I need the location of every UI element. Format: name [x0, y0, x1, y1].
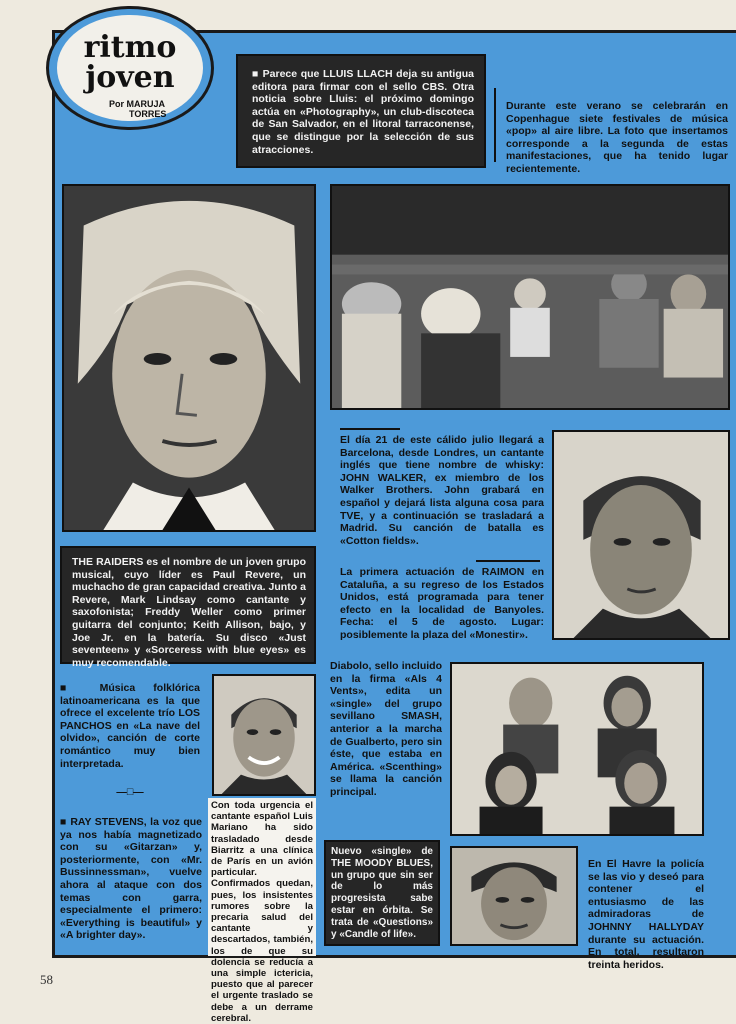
- article-raimon: La primera actuación de RAIMON en Cataluña, a su regreso de los Estados Unidos, está programada para tener efecto en la localidad de Banyoles. Fecha: el 5 de agosto. Lugar: posiblemente la plaza del «Monestir».: [340, 566, 544, 641]
- section-logo: [46, 6, 214, 130]
- photo-festival-crowd: [330, 184, 730, 410]
- pointer-arrow: [494, 88, 496, 162]
- pointer-arrow: [340, 428, 400, 430]
- pointer-arrow: [476, 560, 540, 562]
- photo-moody-blues-group: [450, 662, 704, 836]
- article-stevens: ■ RAY STEVENS, la voz que ya nos había magnetizado con su «Gitarzan» y, posteriormente, con «Mr. Bussinnessman», vuelve ahora al ataque con dos temas con garra, especialmente el primero: «Everything is beautiful» y «A brighter day».: [60, 816, 202, 942]
- author-last: TORRES: [129, 109, 167, 119]
- section-title-line1: ritmo: [83, 30, 177, 65]
- article-festival: Durante este verano se celebrarán en Copenhague siete festivales de música «pop» al aire libre. La foto que insertamos corresponde a la segunda de estas manifestaciones, que ha tenido lugar recientemente.: [506, 100, 728, 175]
- article-walker: El día 21 de este cálido julio llegará a Barcelona, desde Londres, un cantante inglés que tiene nombre de whisky: JOHN WALKER, ex miembro de los Walker Brothers. John grabará en español y dejará lista alguna cosa para TVE, y a continuación se trasladará a Madrid. Su canción de batalla es «Cotton fields».: [340, 434, 544, 547]
- byline-prefix: Por: [109, 99, 125, 109]
- separator: —□—: [116, 786, 144, 798]
- article-moody-blues: Nuevo «single» de THE MOODY BLUES, un grupo que sin ser de lo más progresista sabe estar en órbita. Se trata de «Questions» y «Candle of life».: [324, 840, 440, 946]
- page-number: 58: [40, 972, 53, 987]
- article-hallyday: En El Havre la policía se las vio y deseó para contener el entusiasmo de las admiradoras de JOHNNY HALLYDAY durante su actuación. En total, resultaron treinta heridos.: [588, 858, 704, 971]
- section-title-line2: joven: [85, 60, 175, 95]
- article-panchos: ■ Música folklórica latinoamericana es la que ofrece el excelente trío LOS PANCHOS en «La nave del olvido», canción de corte romántico muy bien interpretada.: [60, 682, 200, 770]
- photo-john-walker: [552, 430, 730, 640]
- portrait-illustration: [64, 186, 314, 530]
- crowd-illustration: [332, 186, 728, 408]
- photo-johnny-hallyday: [450, 846, 578, 946]
- section-logo-inner: [57, 15, 203, 121]
- article-diabolo: Diabolo, sello incluido en la firma «Als 4 Vents», edita un «single» del grupo sevillano SMASH, anterior a la marcha de Gualberto, pero sin éste, que estaba en América. «Scenthing» se llama la canción principal.: [330, 660, 442, 798]
- article-raiders: THE RAIDERS es el nombre de un joven grupo musical, cuyo líder es Paul Revere, un muchacho de gran capacidad creativa. Junto a Revere, Mark Lindsay como cantante y saxofonista; Freddy Weller como primer guitarra del conjunto; Keith Allison, bajo, y Joe Jr. en la batería. Su disco «Just seventeen» y «Sorceress with blue eyes» es muy recomendable.: [60, 546, 316, 664]
- photo-raiders-singer: [62, 184, 316, 532]
- byline: [109, 99, 166, 119]
- portrait-illustration: [452, 848, 576, 944]
- portrait-illustration: [214, 676, 314, 794]
- portrait-illustration: [554, 432, 728, 638]
- article-mariano: Con toda urgencia el cantante español Luis Mariano ha sido trasladado desde Biarritz a una clínica de París en un avión particular. Confirmados quedan, pues, los insistentes rumores sobre la precaria salud del cantante y descartados, también, los de que su dolencia se reducía a una simple ictericia, puesto que al parecer el urgente traslado se debe a un derrame cerebral.: [208, 798, 316, 956]
- group-illustration: [452, 664, 702, 834]
- author-first: MARUJA: [126, 99, 166, 109]
- article-llach: ■ Parece que LLUIS LLACH deja su antigua editora para firmar con el sello CBS. Otra noticia sobre Lluis: el próximo domingo actúa en «Photography», un club-discoteca de San Salvador, en el litoral tarraconense, que se distingue por la selección de sus atracciones.: [236, 54, 486, 168]
- photo-luis-mariano: [212, 674, 316, 796]
